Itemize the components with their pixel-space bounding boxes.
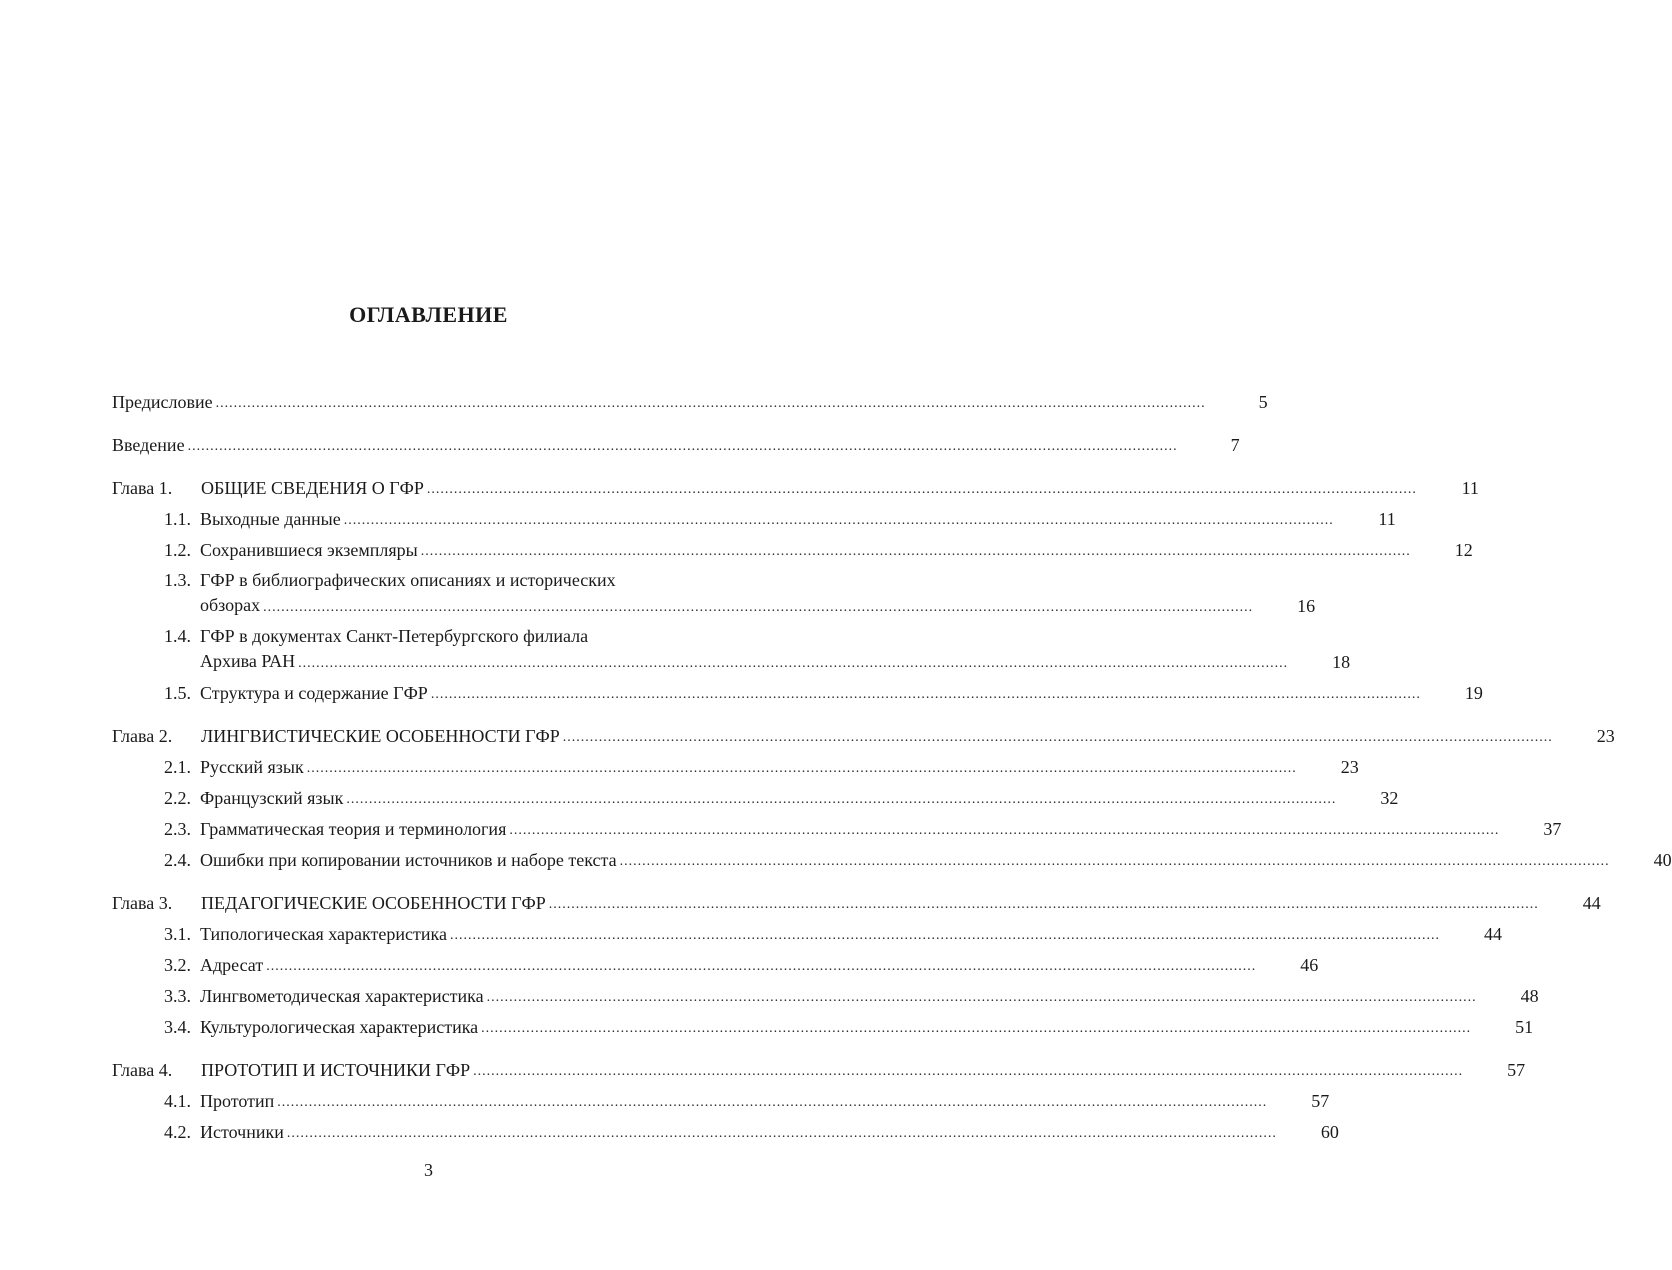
dot-leader: ............................................................................................................................................................................................................................ — [562, 730, 1553, 745]
dot-leader: ............................................................................................................................................................................................................................ — [215, 396, 1206, 411]
toc-group — [112, 427, 1240, 458]
toc-entry-title: Культурологическая характеристика — [200, 1017, 479, 1037]
toc-group — [112, 1052, 1526, 1145]
toc-entry-body — [112, 390, 1224, 415]
toc-entry-title-line1: ГФР в библиографических описаниях и исторических — [200, 570, 616, 590]
toc-entry-title: Лингвометодическая характеристика — [200, 986, 484, 1006]
dot-leader: ............................................................................................................................................................................................................................ — [426, 482, 1417, 497]
toc-entry-title: Ошибки при копировании источников и наборе текста — [200, 850, 617, 870]
toc-entry-body — [112, 848, 1628, 873]
dot-leader: ............................................................................................................................................................................................................................ — [509, 823, 1500, 838]
dot-leader: ............................................................................................................................................................................................................................ — [263, 600, 1254, 615]
toc-entry-title: Введение — [112, 435, 185, 455]
toc-entry-number: 2.4. — [164, 850, 191, 870]
toc-entry-body — [112, 817, 1517, 842]
dot-leader: ............................................................................................................................................................................................................................ — [343, 513, 1334, 528]
toc-entry-number: 1.2. — [164, 540, 191, 560]
dot-leader: ............................................................................................................................................................................................................................ — [277, 1095, 1268, 1110]
dot-leader: ............................................................................................................................................................................................................................ — [306, 761, 1297, 776]
toc-group — [112, 470, 1483, 706]
toc-group — [112, 384, 1268, 415]
toc-entry-title: Типологическая характеристика — [200, 924, 447, 944]
table-of-contents — [112, 384, 1672, 1145]
toc-entry-number: 1.1. — [164, 509, 191, 529]
toc-entry-page: 51 — [1515, 1017, 1534, 1037]
toc-entry-body — [112, 724, 1571, 749]
toc-entry-title: ПЕДАГОГИЧЕСКИЕ ОСОБЕННОСТИ ГФР — [201, 893, 546, 913]
toc-section-entry[interactable] — [112, 749, 1359, 780]
toc-group — [112, 718, 1672, 873]
toc-entry-number: Глава 2. — [112, 726, 173, 746]
toc-entry-number: 2.2. — [164, 788, 191, 808]
toc-entry-title: Сохранившиеся экземпляры — [200, 540, 418, 560]
dot-leader: ............................................................................................................................................................................................................................ — [298, 656, 1289, 671]
toc-entry-body — [112, 755, 1315, 780]
toc-entry-number: 3.3. — [164, 986, 191, 1006]
dot-leader: ............................................................................................................................................................................................................................ — [266, 959, 1257, 974]
toc-entry-page: 23 — [1596, 726, 1615, 746]
toc-entry-title: Адресат — [200, 955, 264, 975]
toc-entry-number: 3.1. — [164, 924, 191, 944]
toc-entry-body — [112, 476, 1435, 501]
toc-entry-page: 12 — [1454, 540, 1473, 560]
toc-entry-page: 19 — [1464, 683, 1483, 703]
toc-chapter-entry[interactable] — [112, 718, 1615, 749]
page-number: 3 — [424, 1160, 433, 1180]
toc-entry-page: 60 — [1320, 1122, 1339, 1142]
toc-entry-page: 57 — [1311, 1091, 1330, 1111]
toc-section-entry[interactable] — [112, 619, 1351, 675]
toc-title: ОГЛАВЛЕНИЕ — [349, 302, 508, 327]
dot-leader: ............................................................................................................................................................................................................................ — [420, 544, 1411, 559]
dot-leader: ............................................................................................................................................................................................................................ — [449, 928, 1440, 943]
toc-entry-body — [112, 891, 1557, 916]
dot-leader: ............................................................................................................................................................................................................................ — [481, 1021, 1472, 1036]
toc-entry-title: Источники — [200, 1122, 284, 1142]
dot-leader: ............................................................................................................................................................................................................................ — [346, 792, 1337, 807]
toc-entry-number: Глава 4. — [112, 1060, 173, 1080]
toc-section-entry[interactable] — [112, 947, 1319, 978]
toc-section-entry[interactable] — [112, 811, 1562, 842]
toc-entry-page: 11 — [1461, 478, 1479, 498]
toc-entry-title: Структура и содержание ГФР — [200, 683, 428, 703]
toc-entry-title: Грамматическая теория и терминология — [200, 819, 507, 839]
dot-leader: ............................................................................................................................................................................................................................ — [486, 990, 1477, 1005]
toc-entry-page: 7 — [1230, 435, 1240, 455]
toc-entry-number: 4.2. — [164, 1122, 191, 1142]
toc-section-entry[interactable] — [112, 563, 1316, 619]
dot-leader: ............................................................................................................................................................................................................................ — [619, 854, 1610, 869]
toc-entry-number: 3.4. — [164, 1017, 191, 1037]
toc-entry-title: Русский язык — [200, 757, 304, 777]
toc-entry-title: Предисловие — [112, 392, 213, 412]
toc-chapter-entry[interactable] — [112, 427, 1240, 458]
toc-entry-number: Глава 1. — [112, 478, 173, 498]
toc-entry-number: 1.4. — [164, 626, 191, 646]
toc-entry-number: 3.2. — [164, 955, 191, 975]
toc-entry-page: 44 — [1582, 893, 1601, 913]
toc-section-entry[interactable] — [112, 916, 1502, 947]
toc-entry-page: 40 — [1653, 850, 1672, 870]
toc-entry-body — [112, 984, 1495, 1009]
dot-leader: ............................................................................................................................................................................................................................ — [548, 897, 1539, 912]
toc-chapter-entry[interactable] — [112, 885, 1601, 916]
toc-entry-number: 2.1. — [164, 757, 191, 777]
toc-entry-number: 2.3. — [164, 819, 191, 839]
toc-chapter-entry[interactable] — [112, 470, 1479, 501]
toc-entry-page: 46 — [1300, 955, 1319, 975]
dot-leader: ............................................................................................................................................................................................................................ — [187, 439, 1178, 454]
toc-entry-body — [112, 507, 1352, 532]
toc-group — [112, 885, 1601, 1040]
toc-entry-body — [112, 681, 1439, 706]
toc-entry-page: 44 — [1483, 924, 1502, 944]
toc-entry-title-line1: ГФР в документах Санкт-Петербургского филиала — [200, 626, 589, 646]
toc-entry-page: 11 — [1378, 509, 1396, 529]
toc-entry-body — [112, 624, 1306, 675]
toc-chapter-entry[interactable] — [112, 384, 1268, 415]
toc-entry-title-line2: Архива РАН — [200, 651, 296, 671]
dot-leader: ............................................................................................................................................................................................................................ — [286, 1126, 1277, 1141]
toc-entry-page: 23 — [1340, 757, 1359, 777]
toc-entry-body — [112, 568, 1271, 619]
toc-section-entry[interactable] — [112, 1083, 1330, 1114]
toc-entry-body — [112, 433, 1196, 458]
toc-entry-page: 18 — [1332, 652, 1351, 672]
toc-entry-page: 32 — [1380, 788, 1399, 808]
toc-section-entry[interactable] — [112, 1009, 1534, 1040]
toc-section-entry[interactable] — [112, 532, 1473, 563]
toc-entry-number: Глава 3. — [112, 893, 173, 913]
toc-section-entry[interactable] — [112, 978, 1539, 1009]
toc-entry-title-line2: обзорах — [200, 595, 261, 615]
toc-entry-title: ОБЩИЕ СВЕДЕНИЯ О ГФР — [201, 478, 424, 498]
toc-entry-page: 5 — [1258, 392, 1268, 412]
toc-entry-title: Прототип — [200, 1091, 275, 1111]
dot-leader: ............................................................................................................................................................................................................................ — [430, 687, 1421, 702]
toc-entry-title: ПРОТОТИП И ИСТОЧНИКИ ГФР — [201, 1060, 471, 1080]
toc-entry-body — [112, 953, 1274, 978]
toc-entry-title: ЛИНГВИСТИЧЕСКИЕ ОСОБЕННОСТИ ГФР — [201, 726, 560, 746]
toc-section-entry[interactable] — [112, 675, 1483, 706]
dot-leader: ............................................................................................................................................................................................................................ — [473, 1064, 1464, 1079]
toc-section-entry[interactable] — [112, 842, 1672, 873]
toc-entry-title: Французский язык — [200, 788, 344, 808]
toc-entry-number: 4.1. — [164, 1091, 191, 1111]
toc-entry-body — [112, 786, 1354, 811]
toc-entry-number: 1.5. — [164, 683, 191, 703]
toc-entry-body — [112, 1120, 1295, 1145]
toc-entry-body — [112, 1015, 1489, 1040]
toc-entry-page: 37 — [1543, 819, 1562, 839]
toc-entry-page: 48 — [1520, 986, 1539, 1006]
toc-chapter-entry[interactable] — [112, 1052, 1526, 1083]
toc-entry-body — [112, 1058, 1481, 1083]
toc-entry-page: 16 — [1297, 596, 1316, 616]
toc-section-entry[interactable] — [112, 780, 1399, 811]
toc-entry-title: Выходные данные — [200, 509, 341, 529]
toc-entry-page: 57 — [1507, 1060, 1526, 1080]
toc-section-entry[interactable] — [112, 1114, 1339, 1145]
toc-entry-number: 1.3. — [164, 570, 191, 590]
toc-entry-body — [112, 1089, 1285, 1114]
toc-section-entry[interactable] — [112, 501, 1396, 532]
toc-entry-body — [112, 538, 1429, 563]
toc-entry-body — [112, 922, 1458, 947]
